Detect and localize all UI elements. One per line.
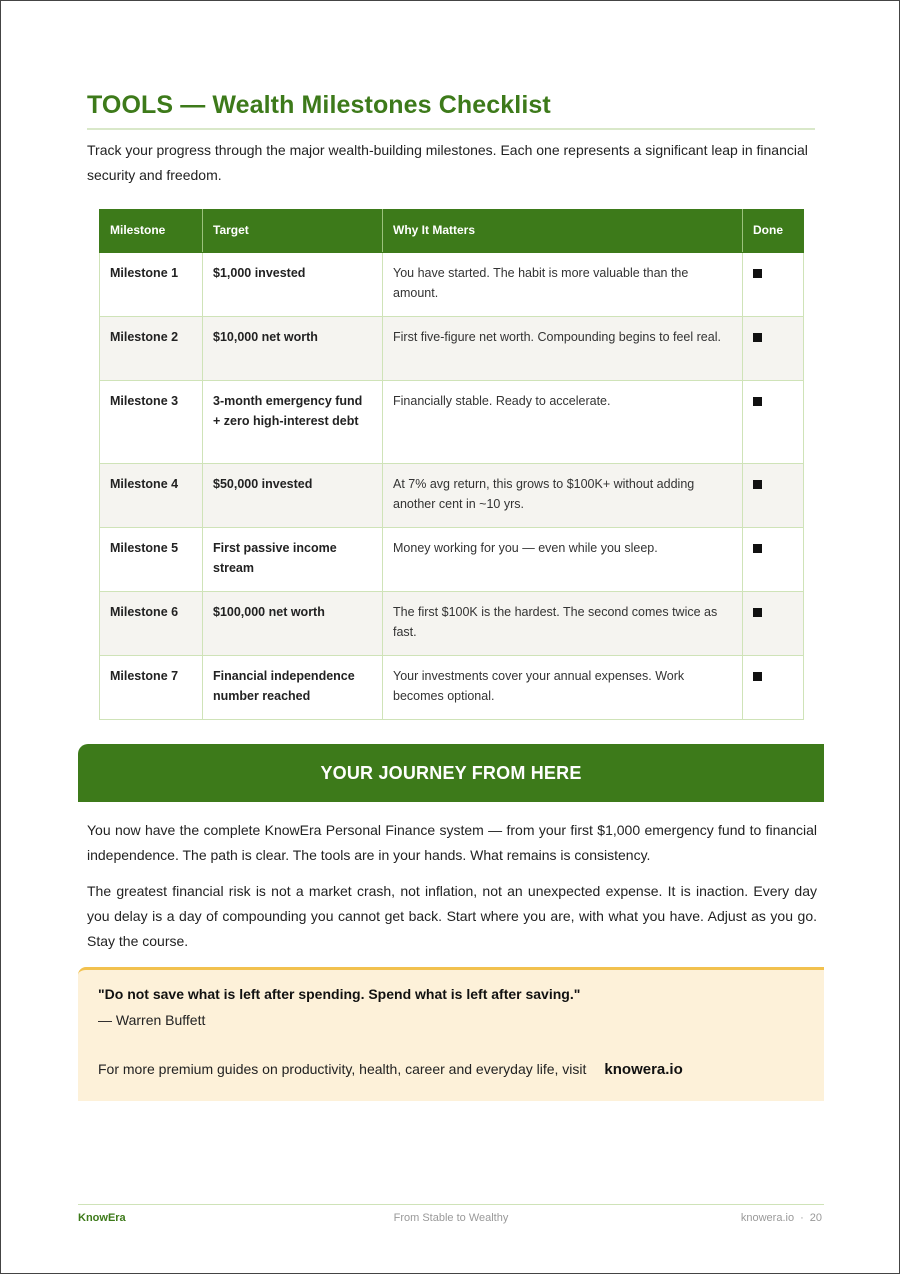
checkbox[interactable]: [753, 480, 762, 489]
why-cell: Financially stable. Ready to accelerate.: [383, 381, 743, 464]
journey-banner: [78, 744, 824, 802]
table-header-row: [100, 210, 804, 253]
quote-callout: [78, 967, 824, 1101]
table-row: [100, 592, 804, 656]
milestone-cell: Milestone 2: [100, 317, 203, 381]
done-cell: [743, 253, 804, 317]
promo-link[interactable]: knowera.io: [604, 1061, 683, 1078]
page-title: TOOLS — Wealth Milestones Checklist: [87, 91, 551, 119]
footer-brand: KnowEra: [78, 1212, 126, 1224]
page-number: 20: [809, 1212, 822, 1224]
milestones-table: [99, 209, 804, 720]
done-cell: [743, 656, 804, 720]
table-row: [100, 253, 804, 317]
checkbox[interactable]: [753, 672, 762, 681]
milestone-cell: Milestone 1: [100, 253, 203, 317]
checkbox[interactable]: [753, 269, 762, 278]
promo-text: For more premium guides on productivity, health, career and everyday life, visit: [98, 1061, 587, 1077]
target-cell: $100,000 net worth: [203, 592, 383, 656]
table-row: [100, 381, 804, 464]
milestone-cell: Milestone 3: [100, 381, 203, 464]
title-divider: [87, 128, 815, 130]
milestone-cell: Milestone 6: [100, 592, 203, 656]
why-cell: Your investments cover your annual expenses. Work becomes optional.: [383, 656, 743, 720]
checkbox[interactable]: [753, 333, 762, 342]
target-cell: $1,000 invested: [203, 253, 383, 317]
promo-line: [98, 1061, 683, 1078]
done-cell: [743, 381, 804, 464]
footer-page-info: [741, 1212, 822, 1224]
milestone-cell: Milestone 7: [100, 656, 203, 720]
done-cell: [743, 528, 804, 592]
footer-site: knowera.io: [740, 1212, 795, 1224]
column-header-milestone: Milestone: [100, 210, 203, 253]
footer-book-title: From Stable to Wealthy: [393, 1212, 509, 1224]
footer-separator: ·: [800, 1212, 804, 1224]
quote-author: — Warren Buffett: [98, 1012, 206, 1028]
done-cell: [743, 317, 804, 381]
why-cell: The first $100K is the hardest. The second comes twice as fast.: [383, 592, 743, 656]
milestone-cell: Milestone 4: [100, 464, 203, 528]
table-row: [100, 317, 804, 381]
journey-paragraph-1: You now have the complete KnowEra Personal Finance system — from your first $1,000 emergency fund to financial independence. The path is clear. The tools are in your hands. What remains is consistency.: [87, 822, 817, 863]
done-cell: [743, 592, 804, 656]
journey-banner-title: YOUR JOURNEY FROM HERE: [320, 762, 582, 783]
why-cell: First five-figure net worth. Compounding begins to feel real.: [383, 317, 743, 381]
journey-paragraph-2: The greatest financial risk is not a market crash, not inflation, not an unexpected expense. It is inaction. Every day you delay is a day of compounding you cannot get back. Start where you are, with what you have. Adjust as you go. Stay the course.: [87, 883, 817, 949]
table-row: [100, 528, 804, 592]
quote-text: "Do not save what is left after spending. Spend what is left after saving.": [98, 986, 581, 1002]
why-cell: Money working for you — even while you sleep.: [383, 528, 743, 592]
table-row: [100, 464, 804, 528]
target-cell: Financial independence number reached: [203, 656, 383, 720]
table-row: [100, 656, 804, 720]
target-cell: $50,000 invested: [203, 464, 383, 528]
target-cell: 3-month emergency fund + zero high-interest debt: [203, 381, 383, 464]
checkbox[interactable]: [753, 608, 762, 617]
column-header-why: Why It Matters: [383, 210, 743, 253]
done-cell: [743, 464, 804, 528]
column-header-target: Target: [203, 210, 383, 253]
milestone-cell: Milestone 5: [100, 528, 203, 592]
column-header-done: Done: [743, 210, 804, 253]
why-cell: You have started. The habit is more valuable than the amount.: [383, 253, 743, 317]
why-cell: At 7% avg return, this grows to $100K+ without adding another cent in ~10 yrs.: [383, 464, 743, 528]
footer-divider: [78, 1204, 824, 1205]
checkbox[interactable]: [753, 397, 762, 406]
target-cell: $10,000 net worth: [203, 317, 383, 381]
intro-paragraph: Track your progress through the major wealth-building milestones. Each one represents a significant leap in financial security and freedom.: [87, 142, 808, 183]
checkbox[interactable]: [753, 544, 762, 553]
target-cell: First passive income stream: [203, 528, 383, 592]
